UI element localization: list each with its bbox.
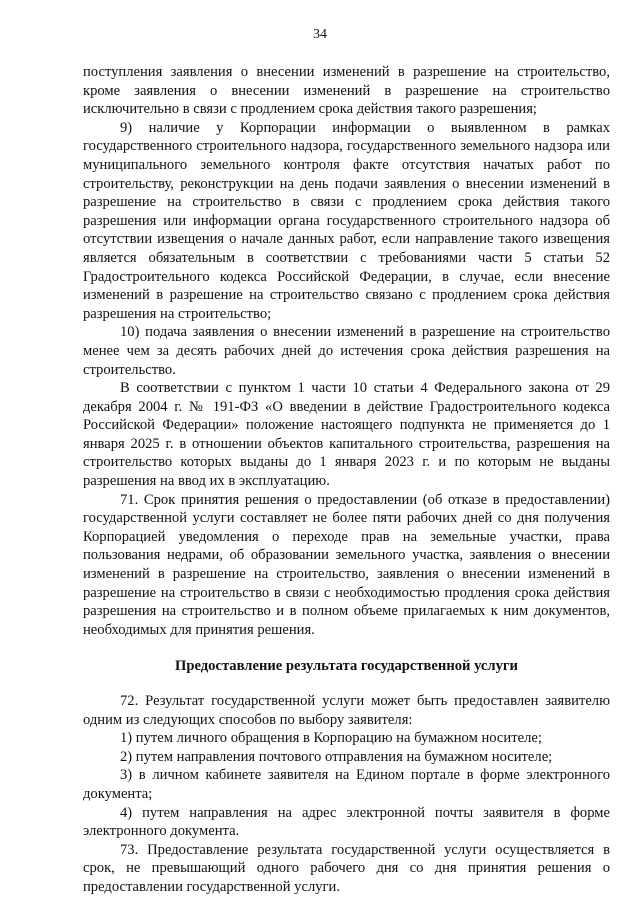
paragraph: В соответствии с пунктом 1 части 10 статьи 4 Федерального закона от 29 декабря 2004 г. № 191-ФЗ «О введении в действие Градостроительного кодекса Российской Федерации» положение настоящего подпункта не применяется до 1 января 2025 г. в отношении объектов капитального строительства, разрешения на строительство которых выданы до 1 января 2023 г. и по которым не выданы разрешения на ввод их в эксплуатацию. [83, 380, 610, 490]
paragraph: 73. Предоставление результата государственной услуги осуществляется в срок, не превышающий одного рабочего дня со дня принятия решения о предоставлении государственной услуги. [83, 841, 610, 895]
page-number: 34 [313, 27, 327, 42]
paragraph: 4) путем направления на адрес электронной почты заявителя в форме электронного документа. [83, 804, 610, 840]
paragraph: 1) путем личного обращения в Корпорацию на бумажном носителе; [120, 730, 542, 747]
paragraph: 72. Результат государственной услуги может быть предоставлен заявителю одним из следующих способов по выбору заявителя: [83, 693, 610, 728]
section-heading: Предоставление результата государственной услуги [175, 658, 518, 675]
paragraph: 3) в личном кабинете заявителя на Едином портале в форме электронного документа; [83, 767, 610, 802]
text-block-top [83, 63, 610, 639]
document-body [83, 63, 610, 897]
paragraph: поступления заявления о внесении изменений в разрешение на строительство, кроме заявления о внесении изменений в разрешение на строительство исключительно в связи с продлением срока действия такого разрешения; [83, 64, 610, 118]
paragraph: 10) подача заявления о внесении изменений в разрешение на строительство менее чем за десять рабочих дней до истечения срока действия разрешения на строительство. [83, 324, 610, 378]
paragraph: 9) наличие у Корпорации информации о выявленном в рамках государственного строительного надзора, государственного земельного надзора или муниципального земельного контроля факте отсутствия начатых работ по строительству, реконструкции на день подачи заявления о внесении изменений в разрешение на строительство в связи с продлением срока действия такого разрешения или информации органа государственного строительного надзора об отсутствии извещения о начале данных работ, если направление такого извещения является обязательным в соответствии с требованиями части 5 статьи 52 Градостроительного кодекса Российской Федерации, в случае, если внесение изменений в разрешение на строительство связано с продлением срока действия разрешения на строительство; [83, 119, 610, 322]
text-block-bottom [83, 692, 610, 897]
paragraph: 71. Срок принятия решения о предоставлении (об отказе в предоставлении) государственной услуги составляет не более пяти рабочих дней со дня получения Корпорацией уведомления о переходе прав на земельные участки, права пользования недрами, об образовании земельного участка, заявления о внесении изменений в разрешение на строительство, заявления о внесении изменений в разрешение на строительство в связи с необходимостью продления срока действия разрешения на строительство и в полном объеме прилагаемых к ним документов, необходимых для принятия решения. [83, 491, 610, 638]
paragraph: 2) путем направления почтового отправления на бумажном носителе; [120, 748, 553, 765]
